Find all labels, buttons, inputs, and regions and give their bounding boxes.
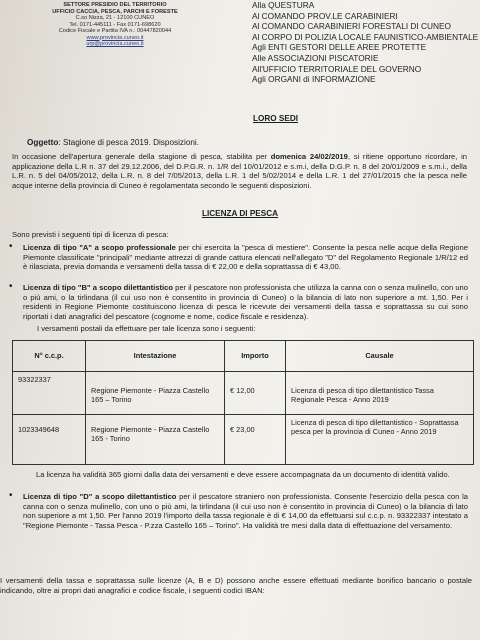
sender-address: C.so Nizza, 21 - 12100 CUNEO <box>75 15 155 21</box>
sender-phone: Tel. 0171-445111 - Fax 0171-698620 <box>69 21 161 28</box>
recipient-line: Al COMANDO CARABINIERI FORESTALI DI CUNEO <box>252 21 451 32</box>
amount: € 23,00 <box>225 415 286 465</box>
recipient-line: All'UFFICIO TERRITORIALE DEL GOVERNO <box>252 63 422 74</box>
recipient-line: Agli ENTI GESTORI DELLE AREE PROTETTE <box>252 42 427 53</box>
account-holder: Regione Piemonte - Piazza Castello 165 - Torino <box>86 415 225 465</box>
sender-tax-code: Codice Fiscale e Partita IVA n.: 00447820044 <box>58 28 172 34</box>
column-header: Causale <box>286 341 474 372</box>
licence-type-b <box>9 281 468 321</box>
payment-reason: Licenza di pesca di tipo dilettantistico - Soprattassa pesca per la provincia di Cuneo - Anno 2019 <box>286 415 474 465</box>
intro-text: In occasione dell'apertura generale della stagione di pesca, stabilita per <box>12 152 271 161</box>
loro-sedi: LORO SEDI <box>253 114 299 123</box>
sender-line: UFFICIO CACCIA, PESCA, PARCHI E FORESTE <box>52 8 178 15</box>
recipient-line: Al CORPO DI POLIZIA LOCALE FAUNISTICO-AMBIENTALE <box>252 31 479 42</box>
amount: € 12,00 <box>225 372 286 415</box>
licence-type-b-text: per il pescatore non professionista che utilizza la canna con o senza mulinello, con uno o più ami, o la tirlindana (il cui uso non è consentito in provincia di Cuneo) o la bilancia di lato non superiore a mt. 1,50. Per i residenti in Regione Piemonte costituiscono licenza di pesca le ricevute dei versamenti della tassa e soprattassa su cui sono riportati i dati anagrafici del pescatore (cognome e nome, codice fiscale e residenza). <box>23 283 468 321</box>
ccp-number: 1023349648 <box>13 415 86 465</box>
licence-types-intro: Sono previsti i seguenti tipi di licenza di pesca: <box>12 230 169 239</box>
recipient-line: Agli ORGANI di INFORMAZIONE <box>252 74 376 85</box>
column-header: N° c.c.p. <box>13 341 86 372</box>
recipient-line: Alle ASSOCIAZIONI PISCATORIE <box>252 52 379 63</box>
table-row <box>13 372 474 415</box>
subject-label: Oggetto <box>27 138 59 147</box>
bullet-icon: • <box>9 490 13 501</box>
bullet-icon: • <box>9 281 13 292</box>
sender-header <box>40 2 190 48</box>
payments-table <box>12 340 474 465</box>
ccp-number: 93322337 <box>13 372 86 415</box>
recipients-list <box>252 0 478 85</box>
account-holder: Regione Piemonte - Piazza Castello 165 – Torino <box>86 372 225 415</box>
licence-type-a-heading: Licenza di tipo "A" a scopo professionale <box>23 243 176 252</box>
sender-line: SETTORE PRESIDIO DEL TERRITORIO <box>63 2 167 8</box>
licence-type-d-text: per il pescatore straniero non professionista. Consente l'esercizio della pesca con la canna con o senza mulinello, con uno o più ami, la tirlindana (il cui uso non è consentito in provincia di Cuneo) o la bilancia di lato non superiore a mt 1,50. Per l'anno 2019 l'importo della tassa regionale è di € 14,00 da effettuarsi sul c.c.p. n. 93322337 intestato a "Regione Piemonte - Tassa Pesca - P.zza Castello 165 – Torino". Ha validità tre mesi dalla data di effettuazione del versamento. <box>23 492 468 530</box>
table-header-row <box>13 341 474 372</box>
column-header: Importo <box>225 341 286 372</box>
recipient-line: Al COMANDO PROV.LE CARABINIERI <box>252 10 398 21</box>
opening-date: domenica 24/02/2019 <box>270 152 348 161</box>
recipient-line: Alla QUESTURA <box>252 0 315 10</box>
licence-type-d <box>9 490 468 530</box>
intro-paragraph <box>12 152 467 190</box>
validity-note: La licenza ha validità 365 giorni dalla data dei versamenti e deve essere accompagnata da un documento di identità valido. <box>36 470 450 479</box>
subject-line <box>27 138 199 147</box>
subject-text: : Stagione di pesca 2019. Disposizioni. <box>58 138 200 147</box>
licence-type-b-heading: Licenza di tipo "B" a scopo dilettantistico <box>23 283 173 292</box>
section-title: LICENZA DI PESCA <box>201 209 279 218</box>
payments-intro: I versamenti postali da effettuare per tale licenza sono i seguenti: <box>37 324 256 333</box>
email-link[interactable]: urp@provincia.cuneo.it <box>86 41 144 47</box>
table-row <box>13 415 474 465</box>
licence-type-a-text: per chi esercita la "pesca di mestiere". Consente la pesca nelle acque della Regione Piemonte classificate "principali" mediante attrezzi di grande cattura elencati nell'allegato "D" del Regolamento Regionale 1/R/12 ed è rilasciata, previa domanda e versamenti della tassa di € 22,00 e della soprattassa di € 43,00. <box>23 243 468 272</box>
column-header: Intestazione <box>86 341 225 372</box>
website-link[interactable]: www.provincia.cuneo.it <box>86 34 144 41</box>
intro-text: , si ritiene opportuno ricordare, in applicazione della L.R n. 37 del 29.12.2006, del D.P.G.R. n. 1/R del 10/01/2012 e s.m.i, della D.G.P. n. 8 del 20/01/2009 e s.m.i., della L.R. n. 5 del 04/05/2012, della L.R. n. 8 del 7/05/2013, della L.R. 1 del 5/02/2014 e della L.R. 1 del 27/01/2015 che la pesca nelle acque interne della provincia di Cuneo è regolamentata secondo le seguenti disposizioni. <box>12 152 467 190</box>
footer-paragraph: I versamenti della tassa e soprattassa sulle licenze (A, B e D) possono anche essere effettuati mediante bonifico bancario o postale indicando, oltre ai propri dati anagrafici e codice fiscale, i seguenti codici IBAN: <box>0 576 472 595</box>
bullet-icon: • <box>9 241 13 252</box>
licence-type-d-heading: Licenza di tipo "D" a scopo dilettantistico <box>23 492 177 501</box>
licence-type-a <box>9 241 468 272</box>
payment-reason: Licenza di pesca di tipo dilettantistico Tassa Regionale Pesca - Anno 2019 <box>286 372 474 415</box>
